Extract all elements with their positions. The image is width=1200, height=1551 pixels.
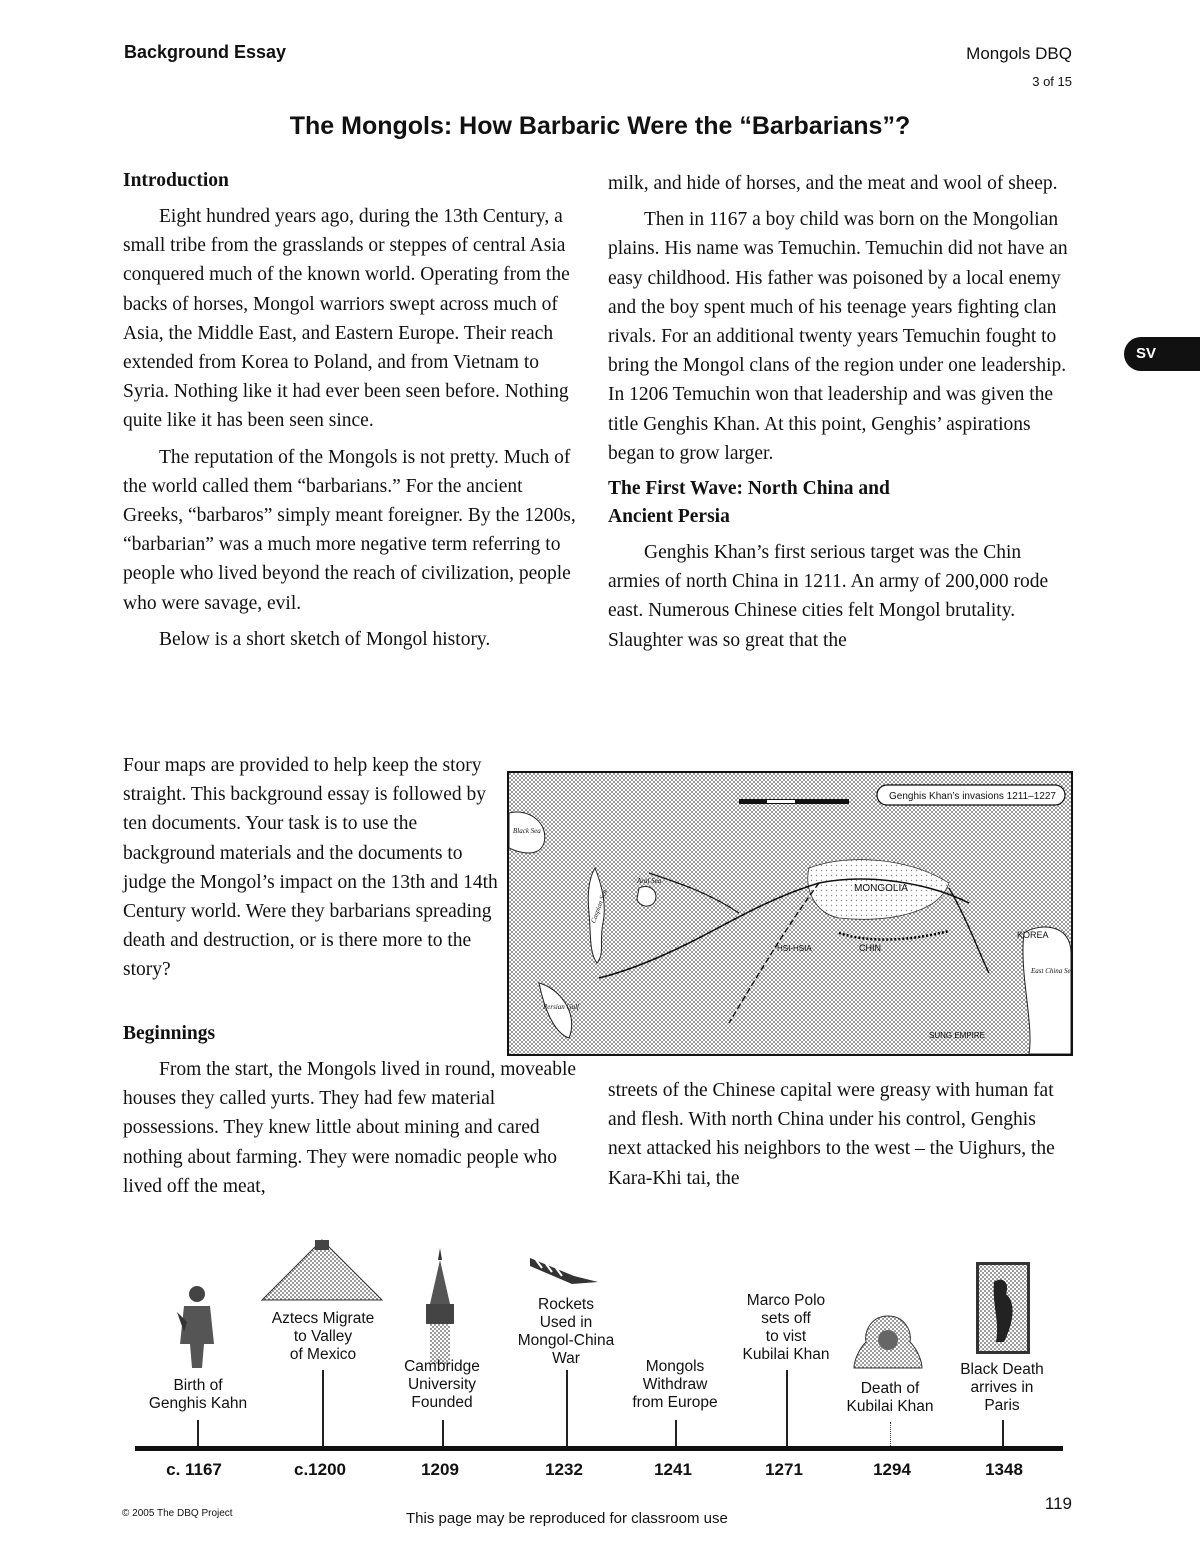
reproduction-notice: This page may be reproduced for classroom use <box>406 1510 728 1527</box>
timeline-event-label-1348: Black Death arrives in Paris <box>960 1361 1044 1414</box>
first-wave-paragraph-1-continued: streets of the Chinese capital were greasy with human fat and flesh. With north China under his control, Genghis next attacked his neighbors to the west – the Uighurs, the Kara-Khi tai, the <box>608 1080 1055 1189</box>
copyright-notice: © 2005 The DBQ Project <box>122 1508 233 1519</box>
timeline-event-label-1232: Rockets Used in Mongol-China War <box>517 1296 615 1367</box>
timeline-event-label-1271: Marco Polo sets off to vist Kubilai Khan <box>742 1292 830 1363</box>
timeline-year-1232: 1232 <box>545 1460 583 1479</box>
timeline-tick-1167 <box>197 1420 199 1446</box>
map-legend-text: Genghis Khan’s invasions 1211–1227 <box>889 791 1056 802</box>
aral-sea-shape <box>637 886 656 906</box>
timeline-event-label-1209: Cambridge University Founded <box>404 1358 480 1411</box>
map-label-hsi-hsia: HSI-HSIA <box>777 944 812 953</box>
rocket-icon <box>528 1254 600 1290</box>
left-column-wrap <box>123 751 501 992</box>
map-label-east-china-sea: East China Sea <box>1031 967 1071 975</box>
right-column-bottom <box>608 1076 1074 1200</box>
timeline <box>130 1230 1070 1490</box>
map-label-mongolia: MONGOLIA <box>854 883 908 894</box>
intro-heading: Introduction <box>123 170 229 191</box>
left-column-top <box>123 167 585 661</box>
invasion-map <box>507 771 1073 1056</box>
warrior-icon <box>172 1282 222 1372</box>
page-title: The Mongols: How Barbaric Were the “Barbarians”? <box>289 112 911 140</box>
right-column-top <box>608 169 1074 662</box>
timeline-tick-1271 <box>786 1370 788 1446</box>
map-label-caspian: Caspian Sea <box>589 888 609 925</box>
timeline-tick-1348 <box>1002 1420 1004 1446</box>
timeline-event-label-1294: Death of Kubilai Khan <box>846 1380 934 1415</box>
beginnings-heading: Beginnings <box>123 1023 216 1044</box>
timeline-tick-1209 <box>442 1420 444 1446</box>
timeline-event-label-1200: Aztecs Migrate to Valley of Mexico <box>271 1310 375 1363</box>
page-indicator: 3 of 15 <box>1032 74 1072 89</box>
timeline-year-1167: c. 1167 <box>166 1460 222 1479</box>
timeline-event-label-1167: Birth of Genghis Kahn <box>148 1377 248 1412</box>
timeline-year-1209: 1209 <box>421 1460 459 1479</box>
timeline-year-1294: 1294 <box>873 1460 911 1479</box>
tower-icon <box>420 1246 460 1364</box>
timeline-event-label-1241: Mongols Withdraw from Europe <box>632 1358 718 1411</box>
map-label-sung: SUNG EMPIRE <box>929 1031 986 1040</box>
intro-paragraph-3-rest: Four maps are provided to help keep the story straight. This background essay is followed by ten documents. Your task is to use the background materials and the documents to judge the Mongol’s impact on the 13th and 14th Century world. Were they barbarians spreading death and destruction, or is there more to the story? <box>123 755 498 981</box>
map-label-aral: Aral Sea <box>637 877 662 885</box>
first-wave-heading: The First Wave: North China and Ancient Persia <box>608 478 890 528</box>
pyramid-icon <box>260 1238 385 1306</box>
page-number: 119 <box>1044 1494 1072 1513</box>
timeline-tick-1294 <box>890 1422 893 1446</box>
timeline-axis <box>135 1446 1063 1451</box>
beginnings-paragraph-1: From the start, the Mongols lived in round, moveable houses they called yurts. They had few material possessions. They knew little about mining and cared nothing about farming. They were nomadic people who lived off the meat, <box>123 1059 577 1197</box>
map-label-black-sea: Black Sea <box>513 827 541 835</box>
timeline-year-1271: 1271 <box>765 1460 803 1479</box>
beginnings-paragraph-1-continued: milk, and hide of horses, and the meat and wool of sheep. <box>608 173 1058 194</box>
khan-portrait-icon <box>852 1312 924 1370</box>
map-label-korea: KOREA <box>1017 930 1049 940</box>
timeline-year-1200: c.1200 <box>294 1460 346 1479</box>
timeline-year-1348: 1348 <box>985 1460 1023 1479</box>
first-wave-paragraph-1: Genghis Khan’s first serious target was the Chin armies of north China in 1211. An army of 200,000 rode east. Numerous Chinese cities felt Mongol brutality. Slaughter was so great that the <box>608 542 1049 651</box>
timeline-year-1241: 1241 <box>654 1460 692 1479</box>
plague-icon <box>976 1262 1030 1354</box>
timeline-tick-1200 <box>322 1370 324 1446</box>
timeline-tick-1232 <box>566 1370 568 1446</box>
intro-paragraph-2: The reputation of the Mongols is not pretty. Much of the world called them “barbarians.” For the ancient Greeks, “barbaros” simply meant foreigner. By the 1200s, “barbarian” was a much more negative term referring to people who lived beyond the reach of civilization, people who were savage, evil. <box>123 446 576 614</box>
east-china-sea-shape <box>1023 927 1071 1054</box>
intro-paragraph-3-start: Below is a short sketch of Mongol history. <box>159 628 491 650</box>
map-scale-bar-gap <box>767 800 795 803</box>
timeline-tick-1241 <box>675 1420 677 1446</box>
intro-paragraph-1: Eight hundred years ago, during the 13th Century, a small tribe from the grasslands or steppes of central Asia conquered much of the known world. Operating from the backs of horses, Mongol warriors swept across much of Asia, the Middle East, and Eastern Europe. Their reach extended from Korea to Poland, and from Vietnam to Syria. Nothing like it had ever been seen before. Nothing quite like it has been seen since. <box>123 206 570 432</box>
map-graphic <box>509 773 1071 1054</box>
map-label-chin: CHIN <box>859 943 881 953</box>
document-set-label: Mongols DBQ <box>966 44 1072 63</box>
map-label-persian-gulf: Persian Gulf <box>543 1003 579 1011</box>
beginnings-paragraph-2: Then in 1167 a boy child was born on the Mongolian plains. His name was Temuchin. Temuchin did not have an easy childhood. His father was poisoned by a local enemy and the boy spent much of his teenage years fighting clan rivals. For an additional twenty years Temuchin fought to bring the Mongol clans of the region under one leadership. In 1206 Temuchin won that leadership and was given the title Genghis Khan. At this point, Genghis’ aspirations began to grow larger. <box>608 209 1068 464</box>
section-label: Background Essay <box>124 42 287 62</box>
sv-tab: SV <box>1124 337 1200 371</box>
